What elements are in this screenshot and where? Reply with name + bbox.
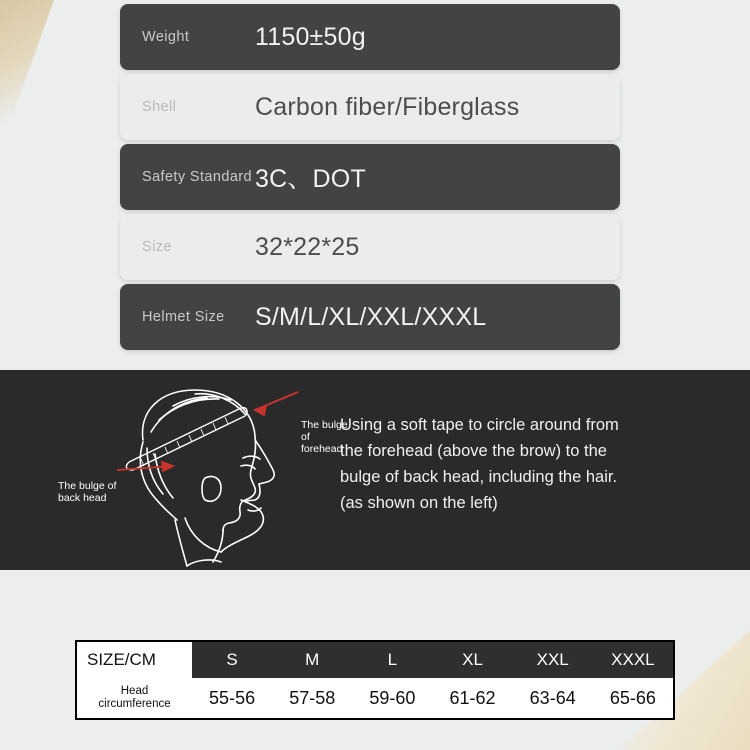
spec-value-safety-standard: 3C、DOT — [255, 165, 366, 193]
size-value-xl: 61-62 — [449, 687, 496, 708]
spec-label-weight: Weight — [142, 29, 190, 45]
spec-row-safety-standard — [120, 144, 620, 210]
instruction-line-4: (as shown on the left) — [340, 494, 498, 512]
size-chart-header-sizecm: SIZE/CM — [77, 642, 192, 678]
spec-value-weight: 1150±50g — [255, 22, 366, 51]
size-value-xxxl: 65-66 — [609, 687, 656, 708]
size-value-m: 57-58 — [289, 687, 336, 708]
size-chart-row-label — [77, 678, 192, 718]
label-backhead-line1: The bulge of — [58, 480, 117, 492]
size-chart-header-m: M — [272, 642, 352, 678]
instruction-line-3: bulge of back head, including the hair. — [340, 468, 618, 486]
instruction-line-2: the forehead (above the brow) to the — [340, 442, 607, 460]
spec-value-shell: Carbon fiber/Fiberglass — [255, 92, 520, 121]
spec-row-weight — [120, 4, 620, 70]
label-forehead-line2: forehead — [301, 443, 343, 455]
spec-label-size: Size — [142, 239, 172, 255]
size-chart-header-xxl: XXL — [513, 642, 593, 678]
label-forehead-line1: The bulge of — [301, 419, 348, 443]
size-chart-row-head-circumference — [77, 678, 673, 718]
size-chart-header-l: L — [352, 642, 432, 678]
size-chart-header-xl: XL — [432, 642, 512, 678]
row-label-line2: circumference — [98, 698, 171, 710]
spec-row-shell — [120, 74, 620, 140]
measurement-instruction-band — [0, 370, 750, 570]
label-backhead-line2: back head — [58, 492, 107, 504]
size-value-l: 59-60 — [369, 687, 416, 708]
spec-label-safety-standard: Safety Standard — [142, 169, 252, 185]
size-chart — [75, 640, 675, 720]
size-value-s: 55-56 — [209, 687, 256, 708]
size-chart-header-s: S — [192, 642, 272, 678]
head-measurement-illustration — [55, 370, 355, 570]
specification-table — [120, 4, 620, 354]
row-label-line1: Head — [120, 685, 149, 697]
spec-value-size: 32*22*25 — [255, 232, 360, 261]
measurement-instruction-text — [340, 412, 640, 516]
spec-label-shell: Shell — [142, 99, 177, 115]
size-chart-table — [77, 642, 673, 718]
size-chart-header-xxxl: XXXL — [593, 642, 673, 678]
size-chart-header-row — [77, 642, 673, 678]
spec-row-size — [120, 214, 620, 280]
spec-label-helmet-size: Helmet Size — [142, 309, 225, 325]
size-value-xxl: 63-64 — [529, 687, 576, 708]
label-bulge-of-back-head — [58, 480, 116, 504]
corner-decoration-top-left — [0, 0, 54, 150]
spec-value-helmet-size: S/M/L/XL/XXL/XXXL — [255, 302, 487, 331]
spec-row-helmet-size — [120, 284, 620, 350]
instruction-line-1: Using a soft tape to circle around from — [340, 416, 619, 434]
